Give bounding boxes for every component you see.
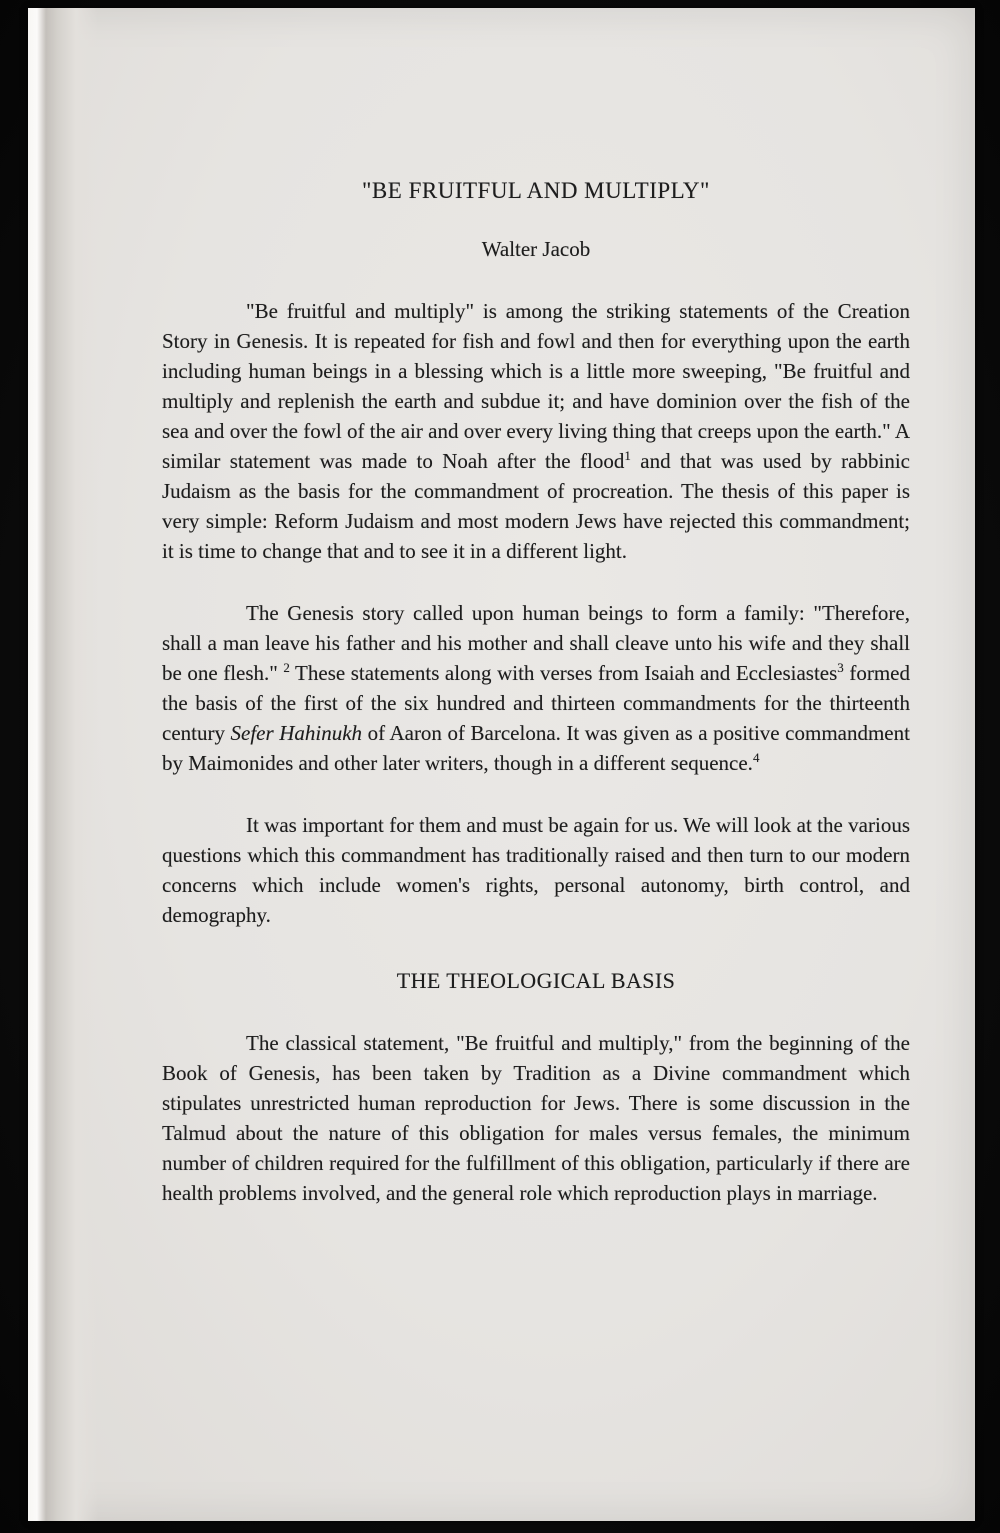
paragraph bbox=[162, 598, 910, 778]
italic-text: Sefer Hahinukh bbox=[230, 721, 363, 745]
text-run: It was important for them and must be again for us. We will look at the various questions which this commandment has traditionally raised and then turn to our modern concerns which include women's rights, personal autonomy, birth control, and demography. bbox=[162, 813, 910, 927]
page-title: "BE FRUITFUL AND MULTIPLY" bbox=[362, 178, 710, 203]
author-name: Walter Jacob bbox=[481, 237, 591, 261]
footnote-marker: 1 bbox=[624, 448, 631, 463]
footnote-marker: 3 bbox=[837, 660, 844, 675]
footnote-marker: 2 bbox=[283, 660, 290, 675]
scanned-page bbox=[28, 8, 975, 1521]
intro-paragraphs bbox=[162, 296, 910, 930]
text-run: The classical statement, "Be fruitful and multiply," from the beginning of the Book of Genesis, has been taken by Tradition as a Divine commandment which stipulates unrestricted human reproduction for Jews. There is some discussion in the Talmud about the nature of this obligation for males versus females, the minimum number of children required for the fulfillment of this obligation, particularly if there are health problems involved, and the general role which reproduction plays in marriage. bbox=[162, 1031, 910, 1205]
paragraph bbox=[162, 1028, 910, 1208]
paragraph bbox=[162, 810, 910, 930]
page-content bbox=[162, 8, 910, 1208]
text-run: These statements along with verses from Isaiah and Ecclesiastes bbox=[289, 661, 838, 685]
section-heading: THE THEOLOGICAL BASIS bbox=[396, 968, 676, 993]
text-run: The Genesis story called upon human beings to form a family: "Therefore, shall a man leave his father and his mother and shall cleave unto his wife and they shall be one flesh." bbox=[162, 601, 910, 685]
footnote-marker: 4 bbox=[752, 750, 760, 765]
text-run: formed the basis of the first of the six hundred and thirteen commandments for the thirteenth century bbox=[162, 661, 910, 745]
text-run: and that was used by rabbinic Judaism as the basis for the commandment of procreation. The thesis of this paper is very simple: Reform Judaism and most modern Jews have rejected this commandment; it is time to change that and to see it in a different light. bbox=[162, 449, 910, 563]
page-binding-edge bbox=[28, 8, 98, 1521]
text-run: of Aaron of Barcelona. It was given as a positive commandment by Maimonides and other later writers, though in a different sequence. bbox=[162, 721, 910, 775]
paragraph bbox=[162, 296, 910, 566]
text-run: "Be fruitful and multiply" is among the striking statements of the Creation Story in Genesis. It is repeated for fish and fowl and then for everything upon the earth including human beings in a blessing which is a little more sweeping, "Be fruitful and multiply and replenish the earth and subdue it; and have dominion over the fish of the sea and over the fowl of the air and over every living thing that creeps upon the earth." A similar statement was made to Noah after the flood bbox=[162, 299, 910, 473]
theological-paragraphs bbox=[162, 1028, 910, 1208]
